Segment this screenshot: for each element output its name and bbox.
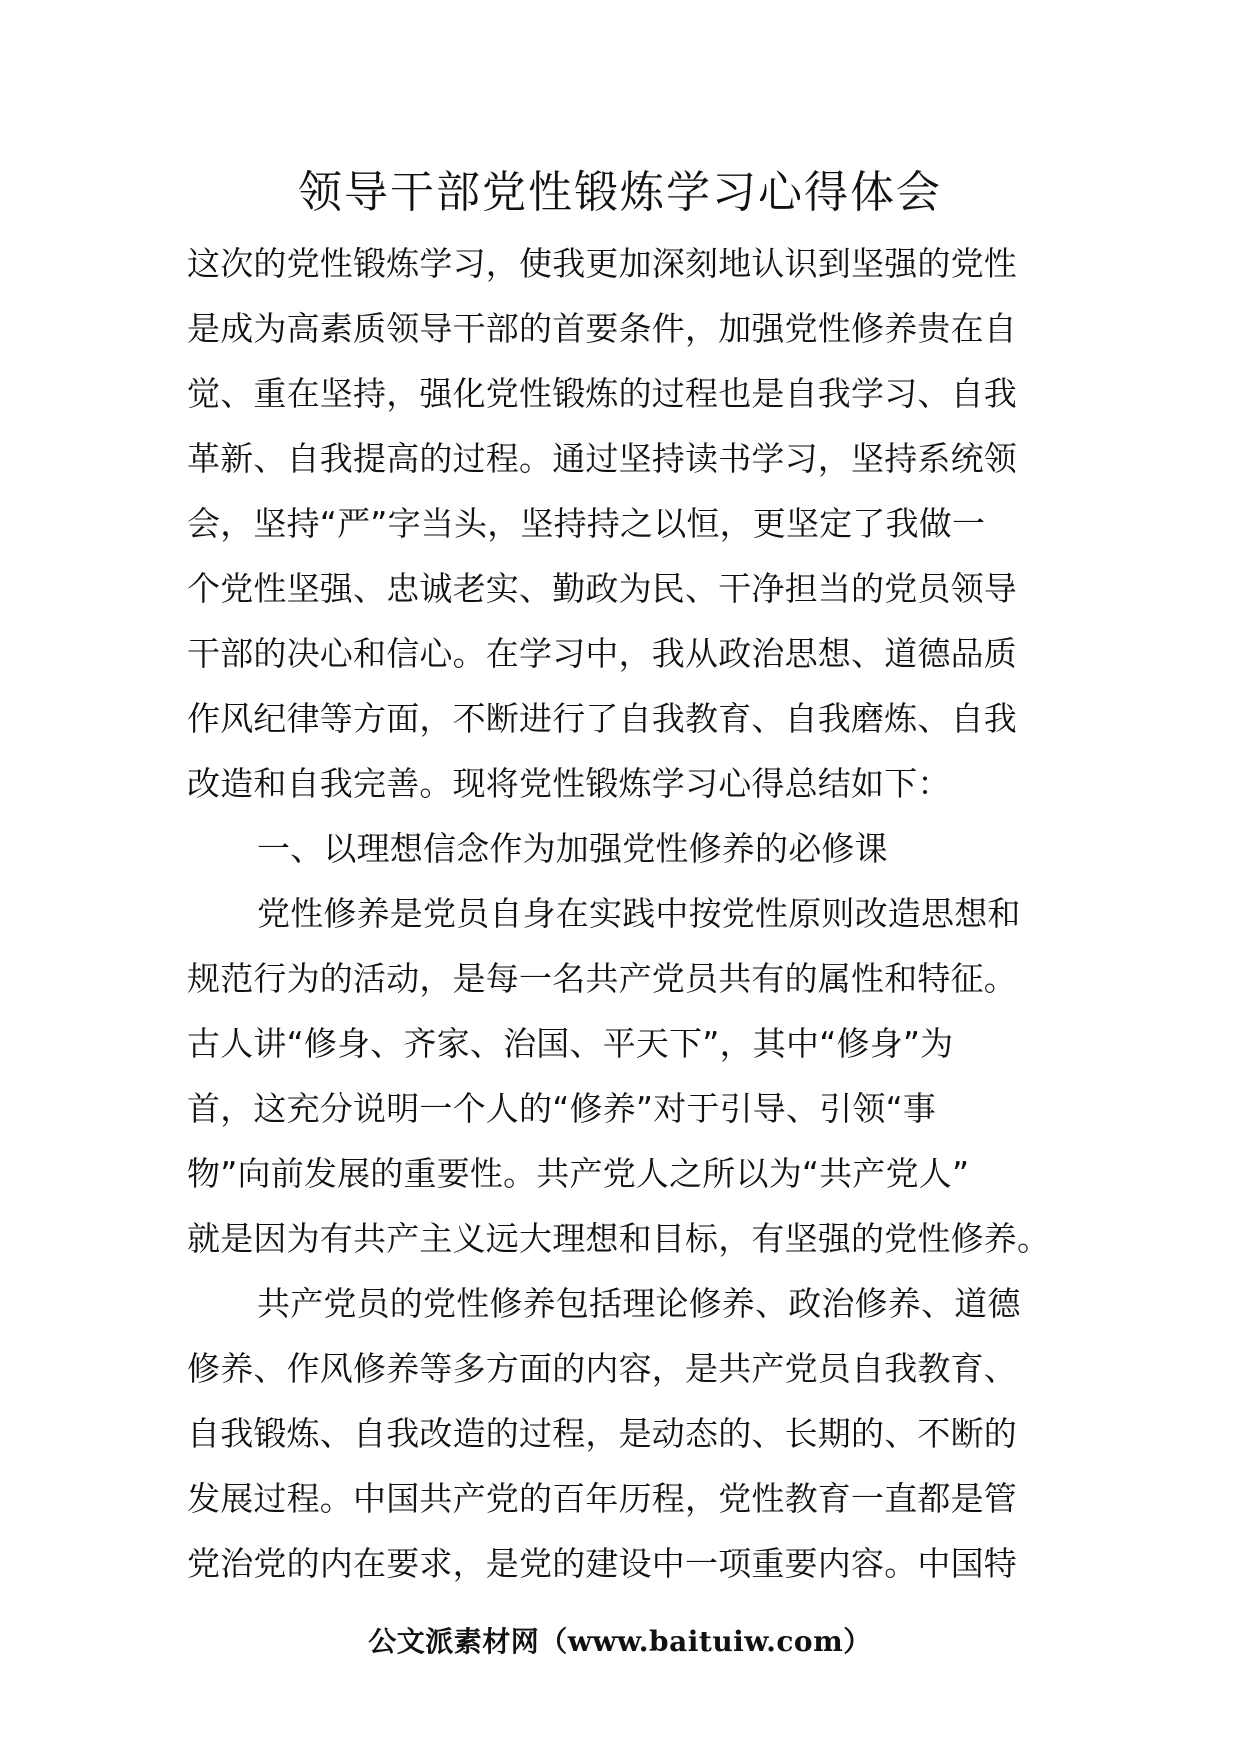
body-line: 这次的党性锻炼学习，使我更加深刻地认识到坚强的党性: [187, 244, 1017, 283]
body-line: 会，坚持“严”字当头，坚持持之以恒，更坚定了我做一: [187, 504, 986, 543]
body-line: 觉、重在坚持，强化党性锻炼的过程也是自我学习、自我: [187, 374, 1017, 413]
document-body: [187, 231, 1053, 1596]
document-title: 领导干部党性锻炼学习心得体会: [298, 167, 942, 218]
body-line: 革新、自我提高的过程。通过坚持读书学习，坚持系统领: [187, 439, 1017, 478]
body-line: 发展过程。中国共产党的百年历程，党性教育一直都是管: [187, 1479, 1017, 1518]
body-line: 修养、作风修养等多方面的内容，是共产党员自我教育、: [187, 1349, 1017, 1388]
body-line: 作风纪律等方面，不断进行了自我教育、自我磨炼、自我: [187, 699, 1017, 738]
body-line: 首，这充分说明一个人的“修养”对于引导、引领“事: [187, 1089, 937, 1128]
body-line: 物”向前发展的重要性。共产党人之所以为“共产党人”: [187, 1154, 970, 1193]
section-heading: 一、以理想信念作为加强党性修养的必修课: [257, 829, 888, 868]
body-line: 古人讲“修身、齐家、治国、平天下”，其中“修身”为: [187, 1024, 954, 1063]
body-line: 规范行为的活动，是每一名共产党员共有的属性和特征。: [187, 959, 1017, 998]
footer-watermark: 公文派素材网（www.baituiw.com）: [368, 1625, 872, 1658]
body-line: 个党性坚强、忠诚老实、勤政为民、干净担当的党员领导: [187, 569, 1017, 608]
body-line: 是成为高素质领导干部的首要条件，加强党性修养贵在自: [187, 309, 1017, 348]
body-line: 改造和自我完善。现将党性锻炼学习心得总结如下：: [187, 764, 951, 803]
body-line: 共产党员的党性修养包括理论修养、政治修养、道德: [257, 1284, 1021, 1323]
body-line: 自我锻炼、自我改造的过程，是动态的、长期的、不断的: [187, 1414, 1017, 1453]
body-line: 干部的决心和信心。在学习中，我从政治思想、道德品质: [187, 634, 1017, 673]
body-line: 党性修养是党员自身在实践中按党性原则改造思想和: [257, 894, 1021, 933]
body-line: 就是因为有共产主义远大理想和目标，有坚强的党性修养。: [187, 1219, 1051, 1258]
body-line: 党治党的内在要求，是党的建设中一项重要内容。中国特: [187, 1544, 1017, 1583]
